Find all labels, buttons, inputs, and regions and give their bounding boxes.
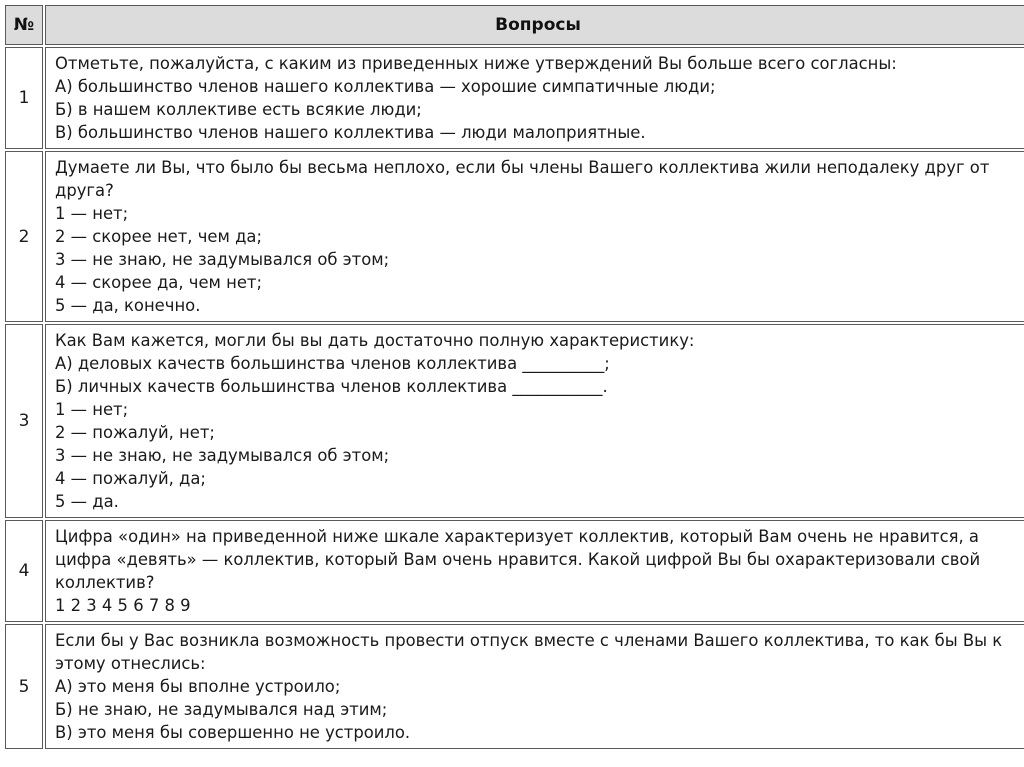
answer-option: 5 — да, конечно. — [55, 296, 201, 315]
column-header-number: № — [5, 5, 43, 45]
question-text: Как Вам кажется, могли бы вы дать достаточно полную характеристику: — [55, 331, 695, 350]
table-header-row — [5, 5, 1024, 45]
question-cell — [45, 324, 1024, 518]
rating-scale: 1 2 3 4 5 6 7 8 9 — [55, 596, 191, 615]
answer-option: 3 — не знаю, не задумывался об этом; — [55, 446, 390, 465]
question-cell — [45, 151, 1024, 322]
questionnaire-table — [3, 3, 1024, 751]
question-text: Цифра «один» на приведенной ниже шкале характеризует коллектив, который Вам очень не нравится, а цифра «девять» — коллектив, который Вам очень нравится. Какой цифрой Вы бы охарактеризовали свой коллектив? — [55, 527, 981, 592]
answer-option: 1 — нет; — [55, 400, 129, 419]
answer-option: А) деловых качеств большинства членов коллектива __________; — [55, 354, 610, 373]
answer-option: Б) личных качеств большинства членов коллектива ___________. — [55, 377, 608, 396]
question-text: Думаете ли Вы, что было бы весьма неплохо, если бы члены Вашего коллектива жили неподалеку друг от друга? — [55, 158, 990, 200]
answer-option: 1 — нет; — [55, 204, 129, 223]
row-number: 3 — [5, 324, 43, 518]
answer-option: 4 — скорее да, чем нет; — [55, 273, 262, 292]
table-row — [5, 624, 1024, 749]
column-header-questions: Вопросы — [45, 5, 1024, 45]
row-number: 2 — [5, 151, 43, 322]
question-cell — [45, 624, 1024, 749]
table-row — [5, 520, 1024, 622]
answer-option: Б) в нашем коллективе есть всякие люди; — [55, 100, 422, 119]
table-row — [5, 151, 1024, 322]
answer-option: В) большинство членов нашего коллектива — люди малоприятные. — [55, 123, 646, 142]
row-number: 5 — [5, 624, 43, 749]
question-cell — [45, 47, 1024, 149]
question-cell — [45, 520, 1024, 622]
question-text: Если бы у Вас возникла возможность провести отпуск вместе с членами Вашего коллектива, то как бы Вы к этому отнеслись: — [55, 631, 1003, 673]
answer-option: В) это меня бы совершенно не устроило. — [55, 723, 411, 742]
answer-option: 2 — скорее нет, чем да; — [55, 227, 262, 246]
answer-option: 3 — не знаю, не задумывался об этом; — [55, 250, 390, 269]
table-row — [5, 324, 1024, 518]
answer-option: Б) не знаю, не задумывался над этим; — [55, 700, 388, 719]
row-number: 1 — [5, 47, 43, 149]
answer-option: 4 — пожалуй, да; — [55, 469, 206, 488]
answer-option: 5 — да. — [55, 492, 119, 511]
answer-option: А) это меня бы вполне устроило; — [55, 677, 341, 696]
question-text: Отметьте, пожалуйста, с каким из приведенных ниже утверждений Вы больше всего согласны: — [55, 54, 897, 73]
table-row — [5, 47, 1024, 149]
answer-option: 2 — пожалуй, нет; — [55, 423, 215, 442]
row-number: 4 — [5, 520, 43, 622]
answer-option: А) большинство членов нашего коллектива — хорошие симпатичные люди; — [55, 77, 716, 96]
